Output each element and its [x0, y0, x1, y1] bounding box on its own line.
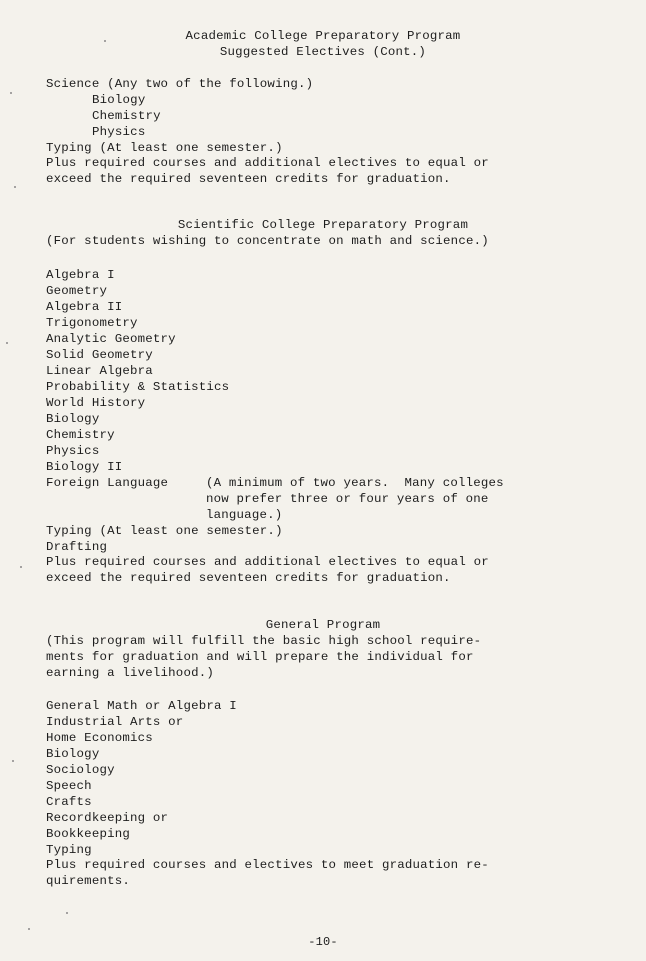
- scientific-note-line: exceed the required seventeen credits for graduation.: [46, 571, 451, 585]
- scientific-course: Biology: [46, 412, 100, 426]
- scientific-course: Trigonometry: [46, 316, 138, 330]
- general-course: Recordkeeping or: [46, 811, 169, 825]
- paper-speck: [10, 92, 12, 94]
- science-heading: Science (Any two of the following.): [46, 77, 314, 91]
- academic-title: Academic College Preparatory Program: [185, 29, 461, 43]
- academic-note-line: exceed the required seventeen credits for graduation.: [46, 172, 451, 186]
- scientific-note-line: Plus required courses and additional electives to equal or: [46, 555, 489, 569]
- general-course: Biology: [46, 747, 100, 761]
- scientific-course: World History: [46, 396, 146, 410]
- general-course: Industrial Arts or: [46, 715, 184, 729]
- academic-typing: Typing (At least one semester.): [46, 141, 283, 155]
- general-course: Sociology: [46, 763, 115, 777]
- scientific-title: Scientific College Preparatory Program: [177, 218, 469, 232]
- scientific-course: Geometry: [46, 284, 108, 298]
- foreign-language-note: (A minimum of two years. Many colleges: [206, 476, 504, 490]
- academic-subtitle: Suggested Electives (Cont.): [219, 45, 427, 59]
- science-item: Chemistry: [92, 109, 161, 123]
- science-item: Physics: [92, 125, 146, 139]
- scientific-course: Solid Geometry: [46, 348, 153, 362]
- paper-speck: [28, 928, 30, 930]
- general-course: Home Economics: [46, 731, 153, 745]
- general-course: Typing: [46, 843, 92, 857]
- paper-speck: [14, 186, 16, 188]
- general-title: General Program: [265, 618, 381, 632]
- general-note-line: quirements.: [46, 874, 130, 888]
- scientific-course: Linear Algebra: [46, 364, 153, 378]
- general-intro-line: earning a livelihood.): [46, 666, 214, 680]
- general-course: Bookkeeping: [46, 827, 130, 841]
- scientific-course: Biology II: [46, 460, 123, 474]
- scientific-course: Algebra I: [46, 268, 115, 282]
- general-note-line: Plus required courses and electives to meet graduation re-: [46, 858, 489, 872]
- paper-speck: [66, 912, 68, 914]
- foreign-language-note: language.): [206, 508, 283, 522]
- scientific-course: Physics: [46, 444, 100, 458]
- page-number: -10-: [308, 935, 338, 949]
- foreign-language-note: now prefer three or four years of one: [206, 492, 489, 506]
- general-course: General Math or Algebra I: [46, 699, 237, 713]
- general-course: Crafts: [46, 795, 92, 809]
- general-intro-line: ments for graduation and will prepare the individual for: [46, 650, 474, 664]
- scientific-drafting: Drafting: [46, 540, 108, 554]
- scientific-typing: Typing (At least one semester.): [46, 524, 283, 538]
- academic-note-line: Plus required courses and additional electives to equal or: [46, 156, 489, 170]
- foreign-language-label: Foreign Language: [46, 476, 169, 490]
- paper-speck: [20, 566, 22, 568]
- paper-speck: [104, 40, 106, 42]
- scientific-course: Chemistry: [46, 428, 115, 442]
- general-course: Speech: [46, 779, 92, 793]
- general-intro-line: (This program will fulfill the basic high school require-: [46, 634, 482, 648]
- scientific-course: Algebra II: [46, 300, 123, 314]
- scientific-course: Analytic Geometry: [46, 332, 176, 346]
- scientific-subtitle: (For students wishing to concentrate on math and science.): [46, 234, 489, 248]
- scientific-course: Probability & Statistics: [46, 380, 230, 394]
- paper-speck: [6, 342, 8, 344]
- paper-speck: [12, 760, 14, 762]
- science-item: Biology: [92, 93, 146, 107]
